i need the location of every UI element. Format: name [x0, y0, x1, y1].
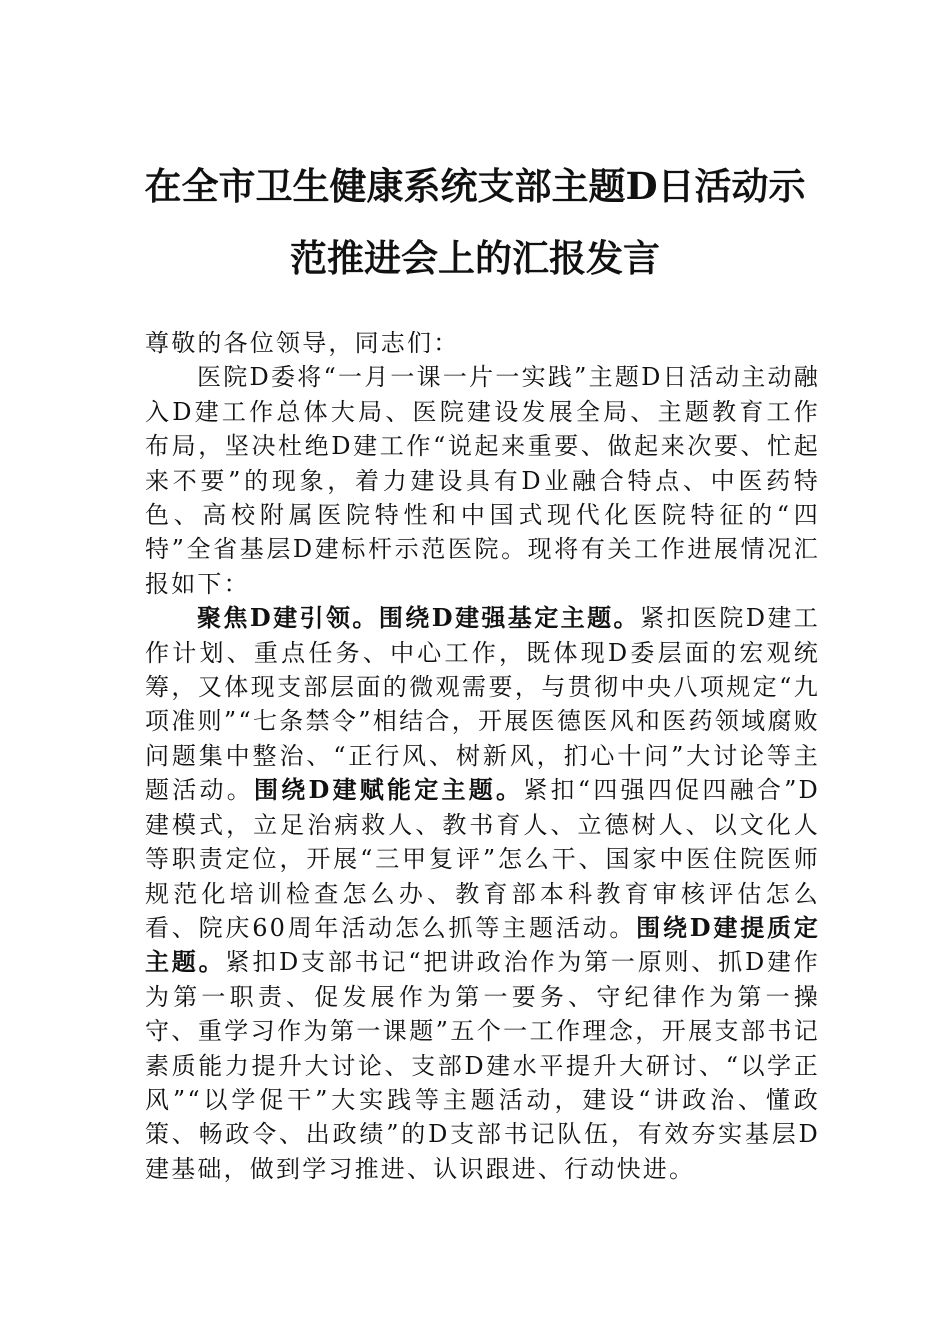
title-line-2: 范推进会上的汇报发言 [290, 236, 660, 280]
document-title [120, 150, 830, 294]
subsection-heading-3: 围绕D建提质定主题。 [145, 912, 820, 977]
title-line-1: 在全市卫生健康系统支部主题D日活动示 [144, 164, 806, 208]
subsection-heading-1: 围绕D建强基定主题。 [378, 603, 640, 633]
section-paragraph [145, 601, 820, 1186]
intro-paragraph: 医院D委将“一月一课一片一实践”主题D日活动主动融入D建工作总体大局、医院建设发展全局、主题教育工作布局，坚决杜绝D建工作“说起来重要、做起来次要、忙起来不要”的现象，着力建设具有D业融合特点、中医药特色、高校附属医院特性和中国式现代化医院特征的“四特”全省基层D建标杆示范医院。现将有关工作进展情况汇报如下： [145, 363, 820, 598]
subsection-heading-2: 围绕D建赋能定主题。 [254, 775, 524, 805]
subsection-text-3: 紧扣D支部书记“把讲政治作为第一原则、抓D建作为第一职责、促发展作为第一要务、守纪律作为第一操守、重学习作为第一课题”五个一工作理念，开展支部书记素质能力提升大讨论、支部D建水平提升大研讨、“以学正风”“以学促干”大实践等主题活动，建设“讲政治、懂政策、畅政令、出政绩”的D支部书记队伍，有效夯实基层D建基础，做到学习推进、认识跟进、行动快进。 [145, 948, 820, 1183]
subsection-text-2: 紧扣“四强四促四融合”D建模式，立足治病救人、教书育人、立德树人、以文化人等职责定位，开展“三甲复评”怎么干、国家中医住院医师规范化培训检查怎么办、教育部本科教育审核评估怎么看、院庆60周年活动怎么抓等主题活动。 [145, 776, 820, 942]
subsection-text-1: 紧扣医院D建工作计划、重点任务、中心工作，既体现D委层面的宏观统筹，又体现支部层面的微观需要，与贯彻中央八项规定“九项准则”“七条禁令”相结合，开展医德医风和医药领域腐败问题集中整治、“正行风、树新风，扪心十问”大讨论等主题活动。 [145, 604, 820, 805]
greeting: 尊敬的各位领导，同志们： [145, 329, 460, 357]
section-heading: 聚焦D建引领。 [197, 603, 379, 633]
document-body [145, 326, 820, 1186]
